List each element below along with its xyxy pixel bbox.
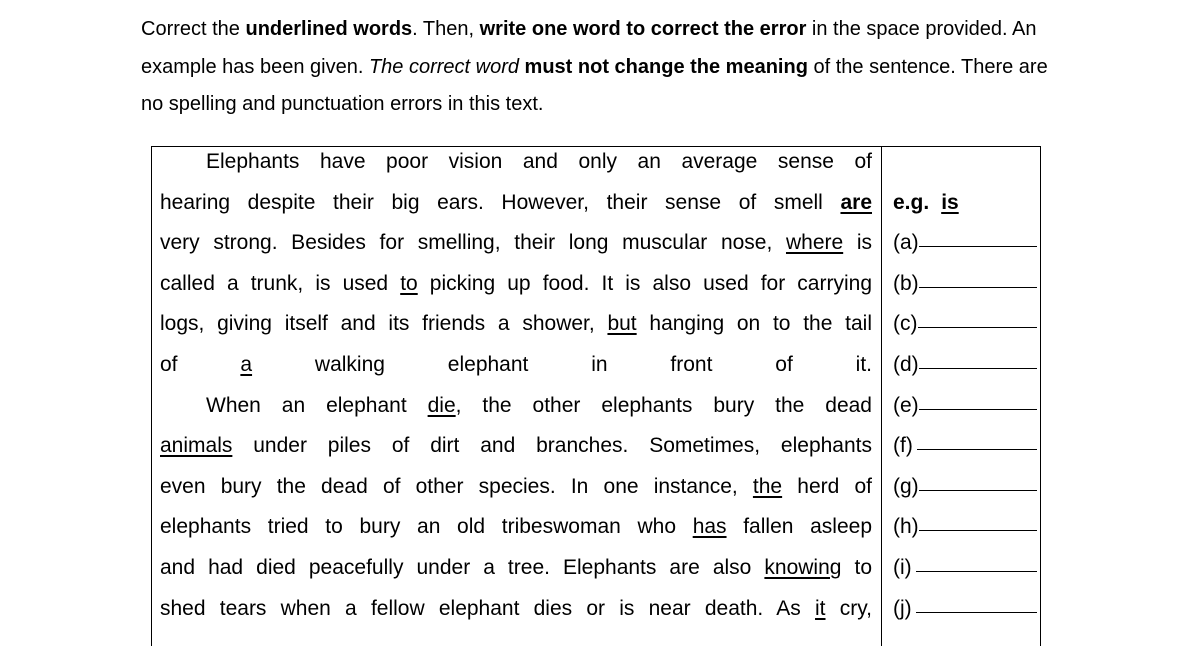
passage-line — [160, 223, 872, 264]
answer-blank-f[interactable] — [917, 448, 1037, 450]
answer-row-spacer — [893, 142, 1043, 183]
passage-line — [160, 345, 872, 386]
passage-line — [160, 467, 872, 508]
passage-line — [160, 507, 872, 548]
passage-text: picking up food. It is also used for carrying — [417, 271, 872, 295]
passage-text: cry, — [825, 596, 872, 620]
underlined-word-f: animals — [160, 434, 233, 458]
passage-text: shed tears when a fellow elephant dies or is near death. As — [160, 596, 816, 620]
underlined-word-i: knowing — [764, 555, 842, 579]
passage-text: fallen asleep — [726, 515, 872, 539]
passage-text: called a trunk, is used — [160, 271, 401, 295]
instr-bold: must not change the meaning — [519, 55, 808, 78]
answer-row-f — [893, 426, 1043, 467]
answer-blank-e[interactable] — [919, 408, 1037, 410]
answer-label: (h) — [893, 515, 919, 539]
passage-line — [160, 589, 872, 630]
passage-line — [160, 264, 872, 305]
answer-blank-b[interactable] — [919, 286, 1037, 288]
answer-blank-d[interactable] — [919, 367, 1037, 369]
passage-text: walking elephant in front of it. — [252, 352, 872, 376]
answer-row-b — [893, 264, 1043, 305]
answer-blank-a[interactable] — [919, 245, 1037, 247]
passage-text: very strong. Besides for smelling, their long muscular nose, — [160, 231, 786, 255]
underlined-word-d: a — [240, 352, 253, 376]
instructions — [141, 11, 1071, 124]
answer-row-e — [893, 386, 1043, 427]
passage-line — [160, 426, 872, 467]
answer-row-a — [893, 223, 1043, 264]
passage-text: elephants tried to bury an old tribeswoman who — [160, 515, 693, 539]
underlined-word-b: to — [400, 271, 418, 295]
passage-text: herd of — [782, 474, 872, 498]
passage-text: even bury the dead of other species. In one instance, — [160, 474, 753, 498]
answer-label: (a) — [893, 231, 919, 255]
passage-text: under piles of dirt and branches. Sometimes, elephants — [232, 434, 872, 458]
answer-blank-c[interactable] — [918, 326, 1038, 328]
passage-text: , the other elephants bury the dead — [455, 393, 872, 417]
underlined-word-c: but — [607, 312, 637, 336]
passage-text: and had died peacefully under a tree. Elephants are also — [160, 555, 765, 579]
answer-blank-i[interactable] — [916, 570, 1037, 572]
answer-label: (b) — [893, 271, 919, 295]
passage-text: is — [843, 231, 872, 255]
answer-label: (c) — [893, 312, 918, 336]
instr-text: Correct the — [141, 18, 246, 40]
example-word: is — [941, 190, 959, 214]
example-answer — [893, 183, 1043, 224]
passage-text: hanging on to the tail — [636, 312, 872, 336]
instr-text: . Then, — [412, 18, 480, 40]
answer-column — [893, 142, 1043, 629]
underlined-word-j: it — [815, 596, 826, 620]
passage-text: to — [841, 555, 872, 579]
instr-text: in the space provided. An example has been given. — [141, 18, 1037, 78]
passage-text: When an elephant — [206, 393, 428, 417]
passage-text: Elephants have poor vision and only an average sense of — [206, 150, 872, 173]
underlined-word-a: where — [785, 231, 844, 255]
instr-bold: underlined words — [245, 18, 413, 40]
passage-line — [160, 548, 872, 589]
answer-row-d — [893, 345, 1043, 386]
answer-blank-g[interactable] — [919, 489, 1037, 491]
passage-text: of — [160, 352, 241, 376]
answer-blank-h[interactable] — [919, 529, 1037, 531]
passage — [160, 142, 872, 629]
answer-label: (e) — [893, 393, 919, 417]
instr-text: of the sentence. There are no spelling and punctuation errors in this text. — [141, 55, 1048, 115]
underlined-word-h: has — [692, 515, 727, 539]
passage-text: logs, giving itself and its friends a shower, — [160, 312, 608, 336]
underlined-example-word: are — [840, 190, 872, 214]
answer-row-g — [893, 467, 1043, 508]
passage-line — [160, 183, 872, 224]
answer-label: (i) — [893, 555, 912, 579]
answer-row-i — [893, 548, 1043, 589]
answer-label: (j) — [893, 596, 912, 620]
answer-label: (g) — [893, 474, 919, 498]
answer-row-h — [893, 507, 1043, 548]
answer-label: (f) — [893, 434, 913, 458]
answer-blank-j[interactable] — [916, 611, 1037, 613]
answer-row-c — [893, 304, 1043, 345]
answer-label: (d) — [893, 352, 919, 376]
column-divider — [881, 146, 882, 646]
instr-bold: write one word to correct the error — [479, 18, 807, 40]
instr-italic: The correct word — [368, 55, 519, 78]
underlined-word-e: die — [427, 393, 456, 417]
underlined-word-g: the — [752, 474, 783, 498]
passage-text: hearing despite their big ears. However, their sense of smell — [160, 190, 841, 214]
passage-line — [160, 142, 872, 183]
example-label: e.g. — [893, 190, 930, 214]
passage-line — [160, 304, 872, 345]
answer-row-j — [893, 589, 1043, 630]
passage-line — [160, 386, 872, 427]
